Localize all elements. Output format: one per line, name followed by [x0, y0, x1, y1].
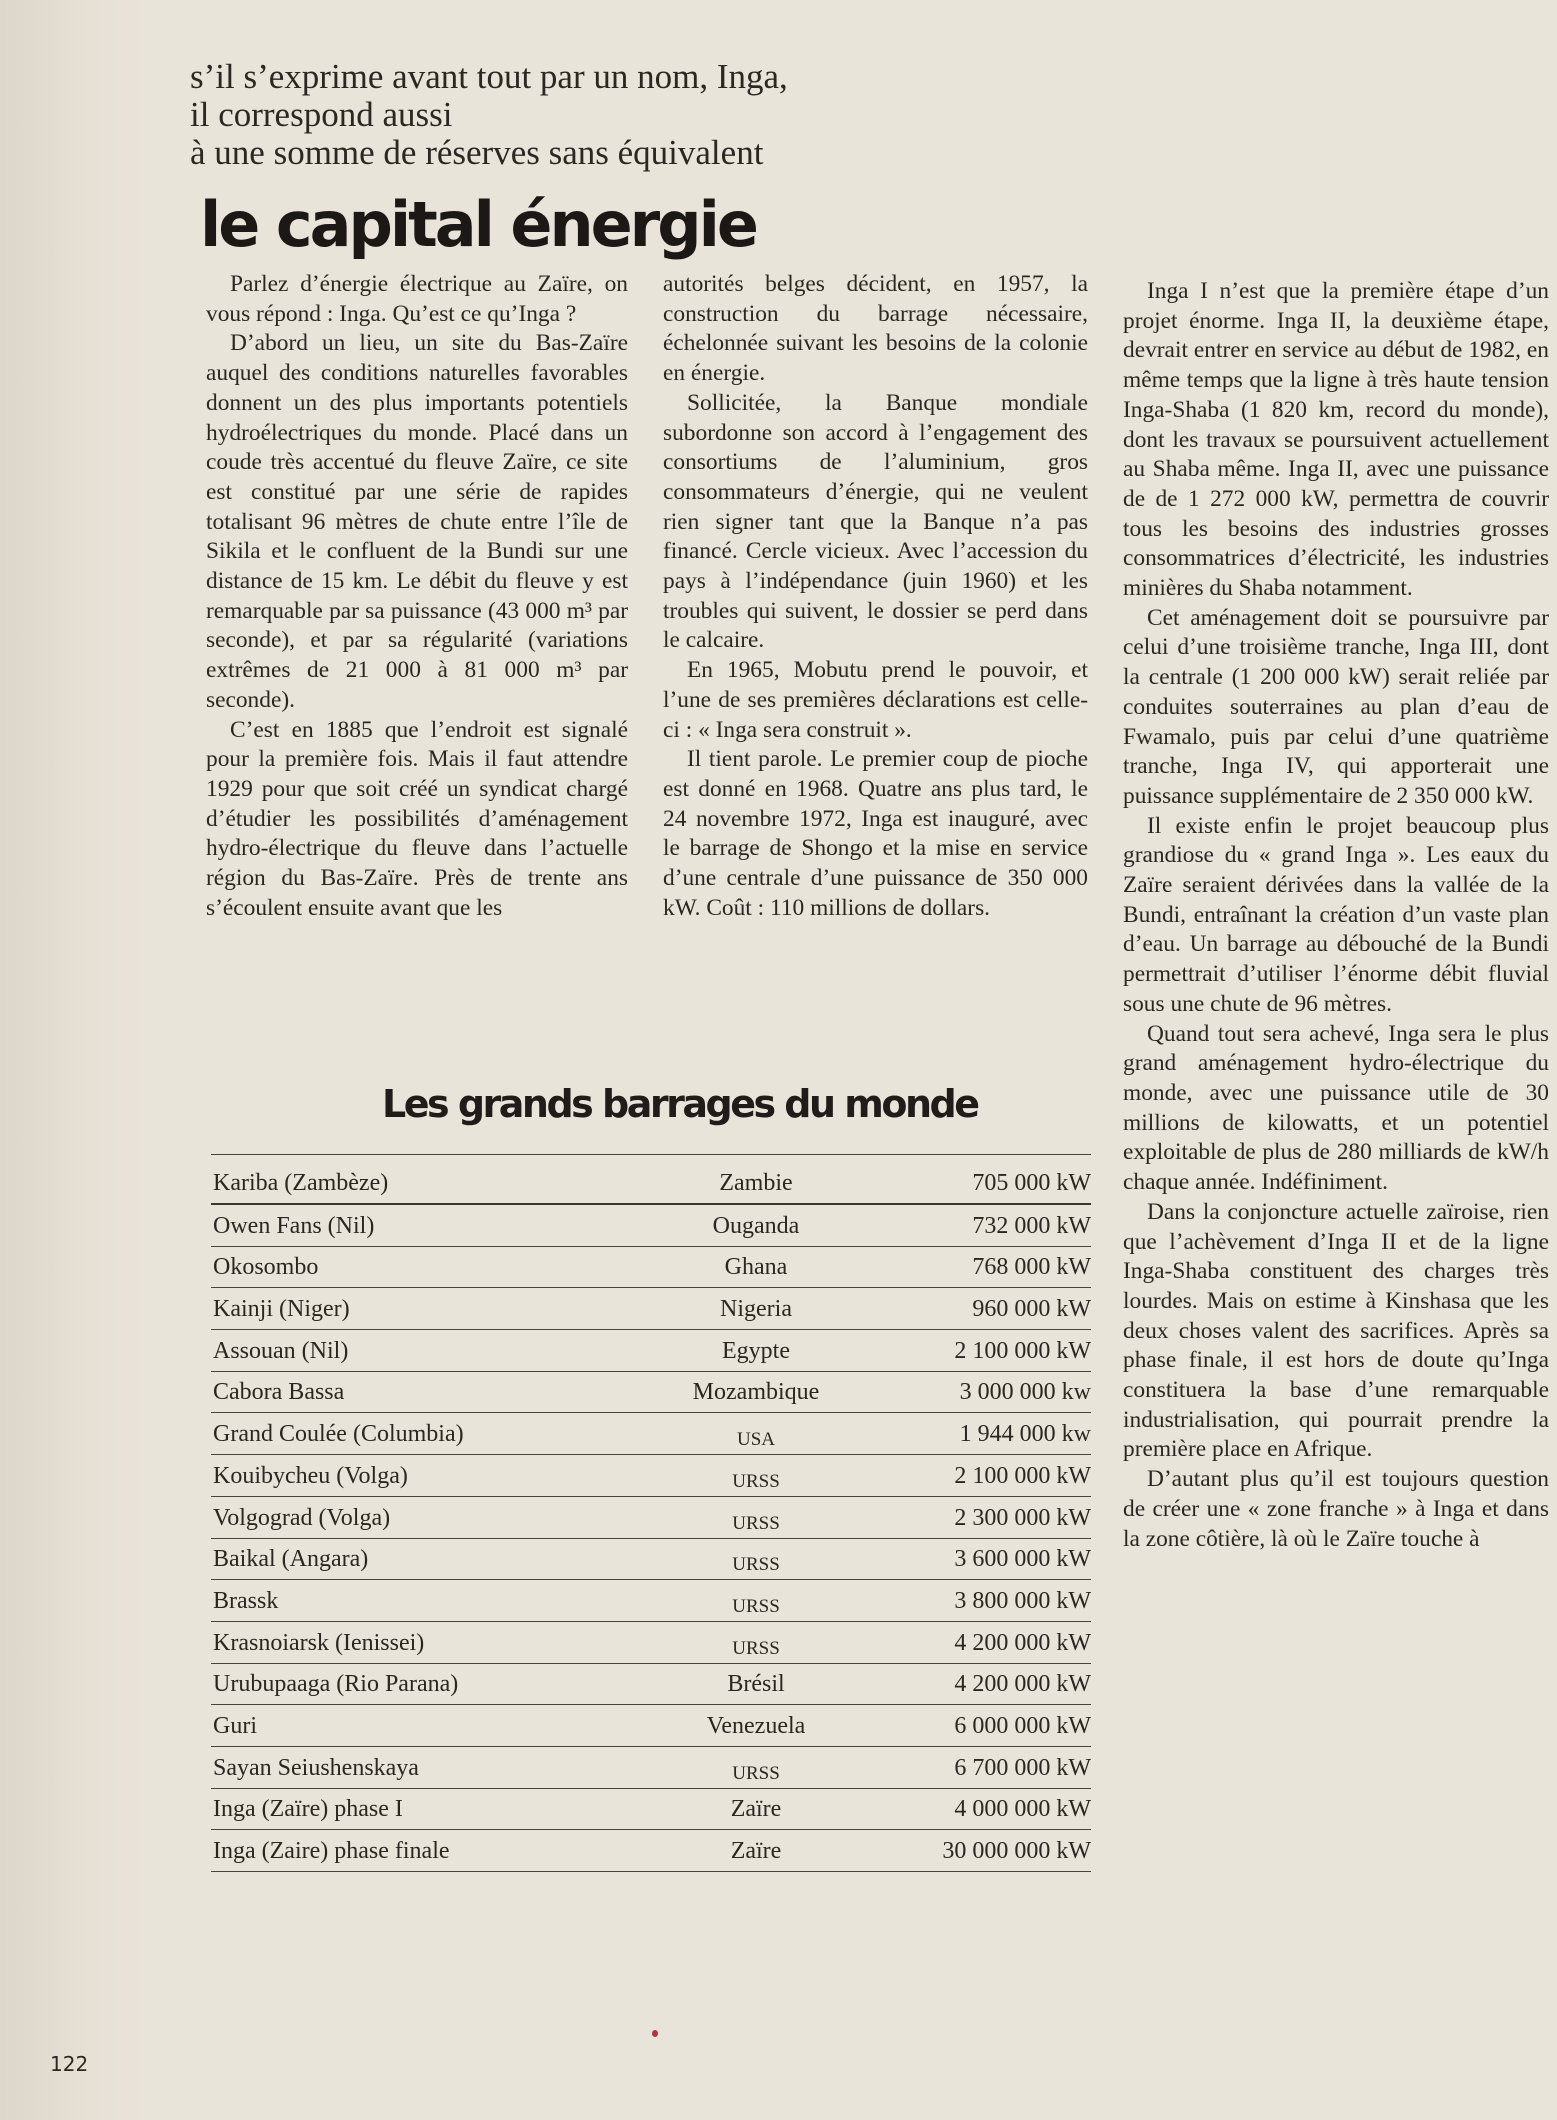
dam-country: Mozambique: [692, 1379, 820, 1406]
paragraph: Il tient parole. Le premier coup de pioche est donné en 1968. Quatre ans plus tard, le 24 novembre 1972, Inga est inauguré, avec le barrage de Shongo et la mise en service d’une centrale d’une puissance de 350 000 kW. Coût : 110 millions de dollars.: [663, 746, 1088, 921]
dam-power: 6 000 000 kW: [954, 1712, 1091, 1739]
dam-power: 2 100 000 kW: [954, 1462, 1091, 1489]
article-title: le capital énergie: [200, 188, 756, 261]
paragraph: Il existe enfin le projet beaucoup plus grandiose du « grand Inga ». Les eaux du Zaïre seraient dérivées dans la vallée de la Bundi, entraînant la création d’un vaste plan d’eau. Un barrage au débouché de la Bundi permettrait d’utiliser l’énorme débit fluvial sous une chute de 96 mètres.: [1123, 812, 1549, 1017]
table-row: [211, 1580, 1091, 1622]
dam-name: Sayan Seiushenskaya: [213, 1754, 419, 1781]
dam-power: 3 000 000 kw: [959, 1379, 1091, 1406]
paragraph: D’autant plus qu’il est toujours question de créer une « zone franche » à Inga et dans la zone côtière, là où le Zaïre touche à: [1123, 1466, 1549, 1552]
dam-power: 6 700 000 kW: [954, 1754, 1091, 1781]
dam-name: Kariba (Zambèze): [213, 1170, 389, 1196]
text-column-3: [1123, 277, 1549, 1554]
dam-name: Kouibycheu (Volga): [213, 1462, 408, 1489]
dam-country: URSS: [732, 1637, 780, 1659]
dam-power: 768 000 kW: [972, 1254, 1091, 1281]
subtitle: [190, 58, 1090, 172]
table-row: [211, 1830, 1091, 1872]
dam-power: 2 100 000 kW: [954, 1337, 1091, 1364]
paragraph: autorités belges décident, en 1957, la construction du barrage nécessaire, échelonnée suivant les besoins de la colonie en énergie.: [663, 271, 1088, 387]
dam-name: Grand Coulée (Columbia): [213, 1421, 464, 1448]
table-row: [211, 1205, 1091, 1247]
dam-country: Brésil: [727, 1671, 785, 1698]
dam-name: Inga (Zaire) phase finale: [213, 1838, 450, 1864]
dam-country: URSS: [732, 1554, 780, 1576]
text-column-2: [663, 270, 1088, 923]
dam-country: Nigeria: [720, 1296, 792, 1323]
table-row: [211, 1372, 1091, 1414]
dam-power: 3 800 000 kW: [954, 1587, 1091, 1614]
table-row: [211, 1247, 1091, 1289]
dam-name: Krasnoiarsk (Ienissei): [213, 1629, 425, 1656]
dam-power: 2 300 000 kW: [954, 1504, 1091, 1531]
dam-country: URSS: [732, 1595, 780, 1617]
subtitle-line: il correspond aussi: [190, 95, 453, 134]
paragraph: Sollicitée, la Banque mondiale subordonne son accord à l’engagement des consortiums de l’aluminium, gros consommateurs d’énergie, qui ne veulent rien signer tant que la Banque n’a pas financé. Cercle vicieux. Avec l’accession du pays à l’indépendance (juin 1960) et les troubles qui suivent, le dossier se perd dans le calcaire.: [663, 389, 1088, 654]
paragraph: Parlez d’énergie électrique au Zaïre, on vous répond : Inga. Qu’est ce qu’Inga ?: [206, 271, 628, 327]
dam-power: 3 600 000 kW: [954, 1546, 1091, 1573]
dam-power: 4 200 000 kW: [954, 1671, 1091, 1698]
table-row: [211, 1455, 1091, 1497]
dam-power: 732 000 kW: [972, 1212, 1091, 1239]
paragraph: Quand tout sera achevé, Inga sera le plus grand aménagement hydro-électrique du monde, avec une puissance utile de 30 millions de kilowatts, et un potentiel exploitable de plus de 280 milliards de kW/h chaque année. Indéfiniment.: [1123, 1020, 1549, 1196]
table-row: [211, 1497, 1091, 1539]
dam-name: Owen Fans (Nil): [213, 1212, 375, 1239]
dam-name: Okosombo: [213, 1254, 319, 1281]
dam-power: 4 000 000 kW: [954, 1796, 1091, 1823]
table-row: [211, 1705, 1091, 1747]
dam-power: 4 200 000 kW: [954, 1629, 1091, 1656]
dam-name: Brassk: [213, 1587, 279, 1614]
dam-name: Cabora Bassa: [213, 1379, 345, 1406]
paragraph: Inga I n’est que la première étape d’un projet énorme. Inga II, la deuxième étape, devrait entrer en service au début de 1982, en même temps que la ligne à très haute tension Inga-Shaba (1 820 km, record du monde), dont les travaux se poursuivent actuellement au Shaba même. Inga II, avec une puissance de de 1 272 000 kW, permettra de couvrir tous les besoins des industries grosses consommatrices d’électricité, les industries minières du Shaba notamment.: [1123, 278, 1549, 602]
dam-country: URSS: [732, 1762, 780, 1784]
page-margin: [0, 0, 148, 2120]
dam-country: URSS: [732, 1512, 780, 1534]
table-row: [211, 1664, 1091, 1706]
subtitle-line: s’il s’exprime avant tout par un nom, Inga,: [190, 57, 788, 96]
dam-name: Kainji (Niger): [213, 1296, 350, 1323]
paragraph: Dans la conjoncture actuelle zaïroise, rien que l’achèvement d’Inga II et de la ligne Inga-Shaba constituent des charges très lourdes. Mais on estime à Kinshasa que les deux choses valent des sacrifices. Après sa phase finale, il est hors de doute qu’Inga constituera la base d’une remarquable industrialisation, qui pourrait prendre la première place en Afrique.: [1123, 1198, 1549, 1463]
table-row: [211, 1154, 1091, 1205]
dam-country: Ghana: [724, 1254, 788, 1281]
dam-power: 1 944 000 kw: [959, 1421, 1091, 1448]
dam-country: URSS: [732, 1470, 780, 1492]
dam-name: Urubupaaga (Rio Parana): [213, 1671, 459, 1698]
red-dot-mark: [652, 2030, 658, 2037]
dam-country: Egypte: [722, 1337, 790, 1364]
dam-country: Venezuela: [706, 1712, 806, 1739]
dam-power: 705 000 kW: [972, 1170, 1091, 1196]
table-row: [211, 1330, 1091, 1372]
dam-name: Volgograd (Volga): [213, 1504, 391, 1531]
dam-name: Baikal (Angara): [213, 1546, 369, 1573]
dam-country: Zaïre: [730, 1796, 782, 1823]
dam-name: Assouan (Nil): [213, 1337, 349, 1364]
dam-country: Zaïre: [730, 1838, 782, 1864]
page-number: 122: [50, 2052, 89, 2076]
dam-name: Guri: [213, 1712, 257, 1739]
table-row: [211, 1288, 1091, 1330]
dams-table: [211, 1154, 1091, 1872]
paragraph: D’abord un lieu, un site du Bas-Zaïre auquel des conditions naturelles favorables donnent un des plus importants potentiels hydroélectriques du monde. Placé dans un coude très accentué du fleuve Zaïre, ce site est constitué par une série de rapides totalisant 96 mètres de chute entre l’île de Sikila et le confluent de la Bundi sur une distance de 15 km. Le débit du fleuve y est remarquable par sa puissance (43 000 m³ par seconde), et par sa régularité (variations extrêmes de 21 000 à 81 000 m³ par seconde).: [206, 330, 628, 713]
table-title: Les grands barrages du monde: [382, 1082, 978, 1126]
dam-power: 30 000 000 kW: [942, 1838, 1091, 1864]
paragraph: En 1965, Mobutu prend le pouvoir, et l’une de ses premières déclarations est celle-ci : « Inga sera construit ».: [663, 657, 1088, 743]
text-column-1: [206, 270, 628, 923]
table-row: [211, 1413, 1091, 1455]
table-row: [211, 1622, 1091, 1664]
paragraph: Cet aménagement doit se poursuivre par celui d’une troisième tranche, Inga III, dont la centrale (1 200 000 kW) serait reliée par conduites souterraines au plan d’eau de Fwamalo, puis par celui d’une quatrième tranche, Inga IV, qui apporterait une puissance supplémentaire de 2 350 000 kW.: [1123, 604, 1549, 809]
table-row: [211, 1539, 1091, 1581]
dam-country: Zambie: [719, 1170, 793, 1196]
table-row: [211, 1747, 1091, 1789]
table-row: [211, 1789, 1091, 1831]
dam-power: 960 000 kW: [972, 1296, 1091, 1323]
dam-name: Inga (Zaïre) phase I: [213, 1796, 403, 1823]
paragraph: C’est en 1885 que l’endroit est signalé pour la première fois. Mais il faut attendre 1929 pour que soit créé un syndicat chargé d’étudier les possibilités d’aménagement hydro-électrique du fleuve dans l’actuelle région du Bas-Zaïre. Près de trente ans s’écoulent ensuite avant que les: [206, 716, 628, 921]
dam-country: Ouganda: [712, 1212, 800, 1239]
subtitle-line: à une somme de réserves sans équivalent: [190, 133, 764, 172]
dam-country: USA: [736, 1429, 775, 1451]
